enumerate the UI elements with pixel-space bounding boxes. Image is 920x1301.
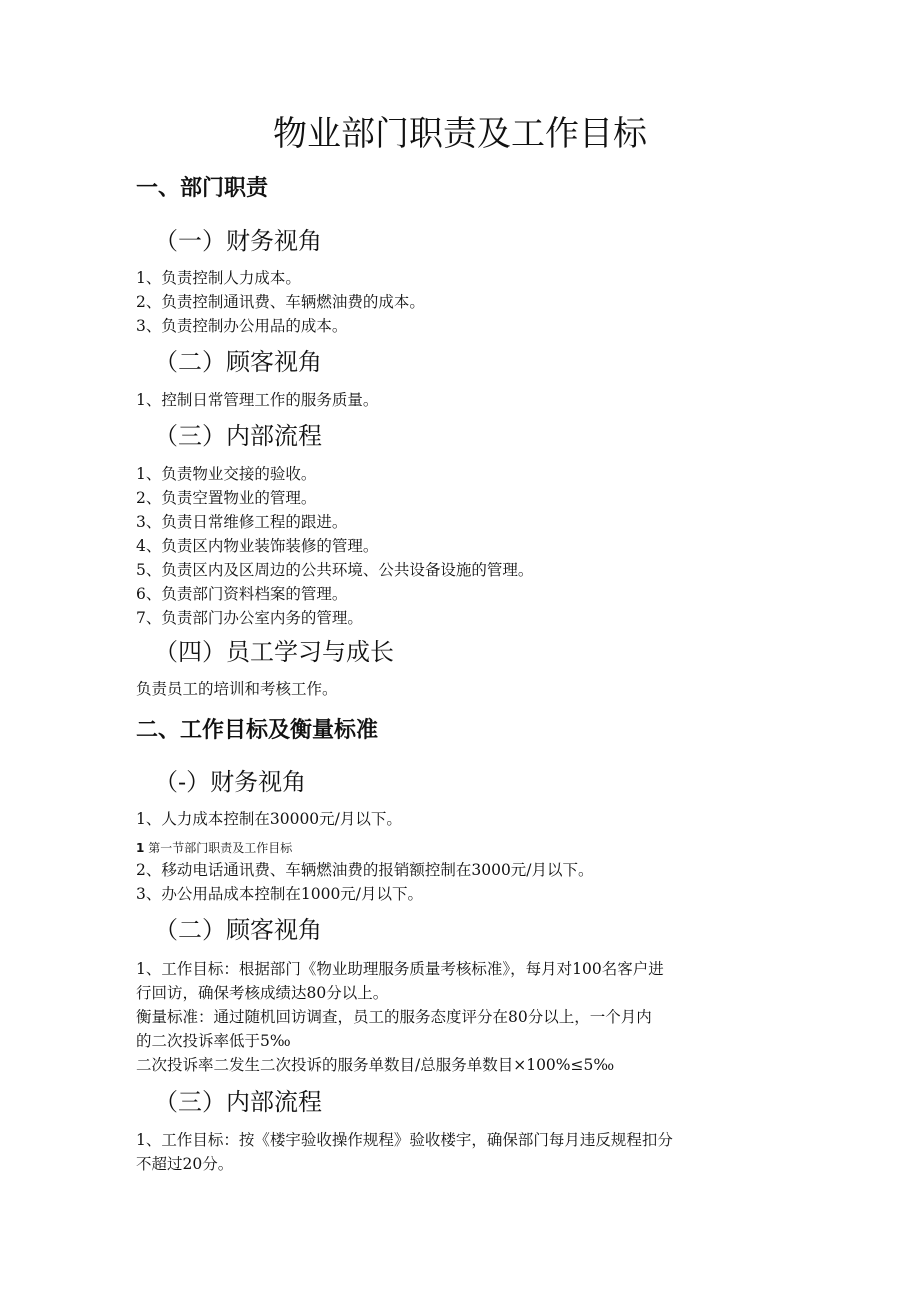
paragraph-line: 二次投诉率二发生二次投诉的服务单数目/总服务单数目×100%≤5‰ [136,1056,615,1074]
list-item: 4、负责区内物业装饰装修的管理。 [136,537,379,555]
paragraph-line: 的二次投诉率低于5‰ [136,1032,291,1050]
list-item: 7、负责部门办公室内务的管理。 [136,609,363,627]
section-heading-duties: 一、部门职责 [136,176,269,201]
list-item: 2、负责空置物业的管理。 [136,489,317,507]
page-footnote [136,840,292,856]
list-item: 1、负责物业交接的验收。 [136,465,317,483]
subsection-heading-finance: （一）财务视角 [154,227,322,255]
list-item: 1、人力成本控制在30000元/月以下。 [136,810,402,828]
list-item: 3、负责控制办公用品的成本。 [136,317,348,335]
subsection-heading-learning: （四）员工学习与成长 [154,638,394,666]
footnote-number: 1 [136,841,145,855]
list-item: 2、移动电话通讯费、车辆燃油费的报销额控制在3000元/月以下。 [136,861,594,879]
subsection-heading-finance: （-）财务视角 [154,768,307,796]
paragraph-line: 衡量标准：通过随机回访调查，员工的服务态度评分在80分以上，一个月内 [136,1008,652,1026]
paragraph-line: 行回访，确保考核成绩达80分以上。 [136,984,389,1002]
list-item: 负责员工的培训和考核工作。 [136,680,338,698]
subsection-heading-process: （三）内部流程 [154,422,322,450]
paragraph-line: 1、工作目标：按《楼宇验收操作规程》验收楼宇，确保部门每月违反规程扣分 [136,1131,673,1149]
list-item: 2、负责控制通讯费、车辆燃油费的成本。 [136,293,425,311]
list-item: 3、办公用品成本控制在1000元/月以下。 [136,885,424,903]
list-item: 1、负责控制人力成本。 [136,269,301,287]
paragraph-line: 不超过20分。 [136,1155,234,1173]
subsection-heading-process: （三）内部流程 [154,1088,322,1116]
section-heading-goals: 二、工作目标及衡量标准 [136,718,379,743]
list-item: 6、负责部门资料档案的管理。 [136,585,348,603]
subsection-heading-customer: （二）顾客视角 [154,916,322,944]
list-item: 3、负责日常维修工程的跟进。 [136,513,348,531]
paragraph-line: 1、工作目标：根据部门《物业助理服务质量考核标准》，每月对100名客户进 [136,960,664,978]
list-item: 1、控制日常管理工作的服务质量。 [136,391,379,409]
list-item: 5、负责区内及区周边的公共环境、公共设备设施的管理。 [136,561,534,579]
document-title: 物业部门职责及工作目标 [273,114,647,154]
footnote-text: 第一节部门职责及工作目标 [148,841,293,855]
subsection-heading-customer: （二）顾客视角 [154,348,322,376]
